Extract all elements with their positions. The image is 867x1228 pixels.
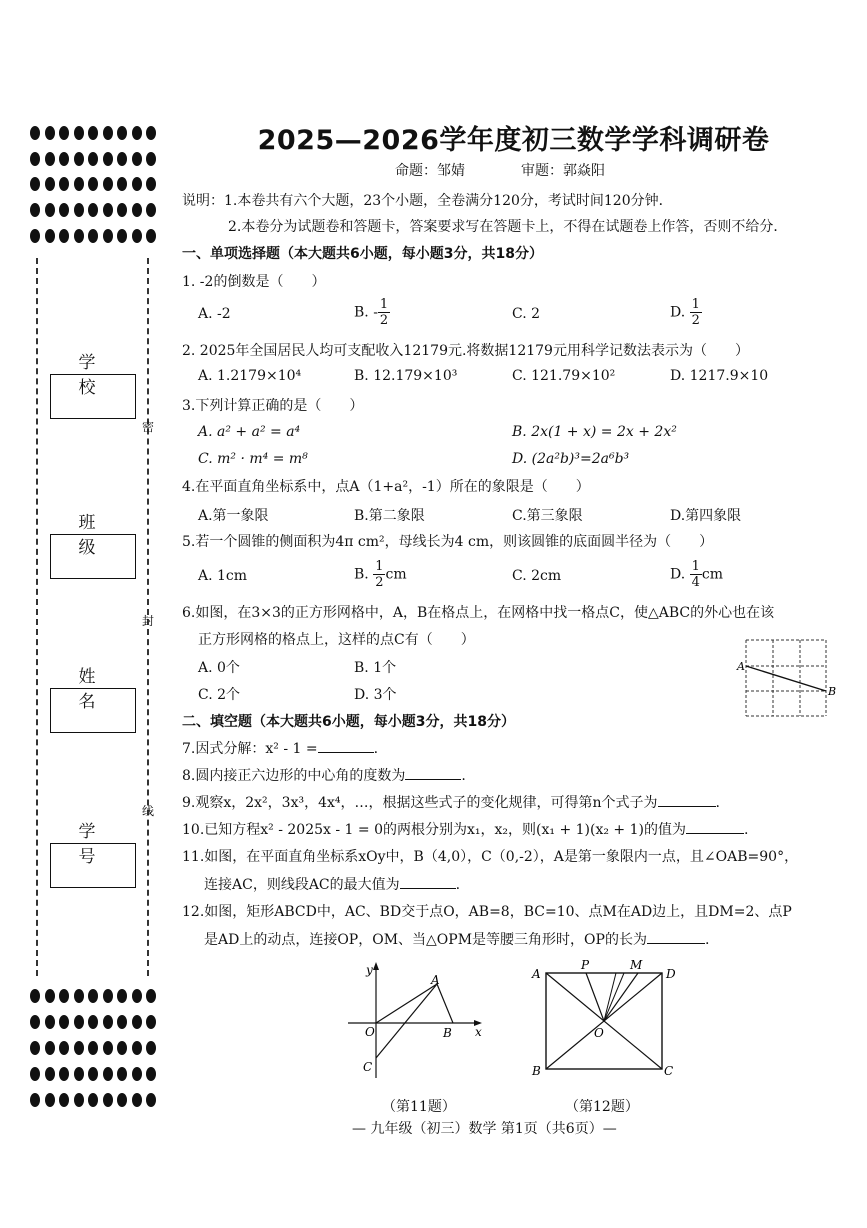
q8: 8.圆内接正六边形的中心角的度数为 . — [182, 768, 466, 784]
f11-a-label: A — [431, 973, 440, 987]
number-label: 学号 — [78, 822, 110, 867]
reviewer: 审题：郭焱阳 — [521, 163, 605, 179]
authors — [395, 160, 661, 180]
dot-row — [30, 229, 156, 245]
dot-row — [30, 1015, 156, 1031]
dot-row — [30, 203, 156, 219]
school-label: 学校 — [78, 353, 110, 398]
q6-grid-figure — [734, 632, 837, 724]
segment-ab — [746, 666, 826, 691]
q3-option-d: D. (2a²b)³=2a⁶b³ — [512, 451, 630, 467]
f11-b-label: B — [443, 1026, 452, 1040]
dot-row — [30, 152, 156, 168]
q11-line-1: 11.如图，在平面直角坐标系xOy中，B（4,0），C（0,-2），A是第一象限内一点，且∠OAB=90°， — [182, 849, 799, 865]
q7: 7.因式分解：x² - 1 = . — [182, 741, 379, 757]
instruction-2: 2.本卷分为试题卷和答题卡，答案要求写在答题卡上，不得在试题卷上作答，否则不给分． — [228, 219, 788, 235]
class-label: 班级 — [78, 513, 110, 558]
q6-option-b: B. 1个 — [354, 660, 397, 676]
f11-y-label: y — [366, 963, 373, 977]
f11-c-label: C — [363, 1060, 373, 1074]
q1-stem: 1. -2的倒数是（ ） — [182, 274, 326, 290]
q9: 9.观察x，2x²，3x³，4x⁴，…，根据这些式子的变化规律，可得第n个式子为 . — [182, 795, 720, 811]
q3-option-a: A. a² + a² = a⁴ — [198, 424, 301, 440]
q1-option-a: A. -2 — [198, 306, 231, 322]
q12-line-1: 12.如图，矩形ABCD中，AC、BD交于点O，AB=8，BC=10、点M在AD边上，且DM=2、点P — [182, 904, 792, 920]
q4-stem: 4.在平面直角坐标系中，点A（1+a²，-1）所在的象限是（ ） — [182, 479, 590, 495]
q5-option-c: C. 2cm — [512, 568, 562, 584]
q6-option-a: A. 0个 — [198, 660, 240, 676]
seal-xian: 线 — [142, 804, 155, 818]
point-a-label: A — [737, 660, 745, 673]
q3-stem: 3.下列计算正确的是（ ） — [182, 398, 364, 414]
f12-a-label: A — [532, 967, 541, 981]
q1-option-b: B. - $\frac{1}{2}$ — [354, 297, 389, 328]
q4-option-a: A.第一象限 — [198, 508, 269, 524]
section-2-header: 二、填空题（本大题共6小题，每小题3分，共18分） — [182, 714, 515, 730]
q3-option-c: C. m² · m⁴ = m⁸ — [198, 451, 308, 467]
f11-o-label: O — [365, 1025, 375, 1039]
q6-option-c: C. 2个 — [198, 687, 241, 703]
q1-option-c: C. 2 — [512, 306, 541, 322]
f12-p-label: P — [581, 958, 590, 972]
name-box[interactable] — [50, 688, 136, 733]
q2-option-d: D. 1217.9×10 — [670, 368, 769, 384]
f12-c-label: C — [664, 1064, 674, 1078]
dot-row — [30, 1093, 156, 1109]
q6-option-d: D. 3个 — [354, 687, 397, 703]
q11-line-2: 连接AC，则线段AC的最大值为 . — [204, 877, 461, 893]
f12-o-label: O — [594, 1026, 604, 1040]
section-1-header: 一、单项选择题（本大题共6小题，每小题3分，共18分） — [182, 246, 543, 262]
q2-option-c: C. 121.79×10² — [512, 368, 616, 384]
binding-line-left — [36, 258, 38, 976]
f12-m-label: M — [630, 958, 643, 972]
f11-x-label: x — [475, 1025, 482, 1039]
page-title: 2025—2026学年度初三数学学科调研卷 — [257, 125, 770, 156]
figure-11-caption: （第11题） — [382, 1099, 456, 1115]
f12-d-label: D — [666, 967, 676, 981]
dot-row — [30, 177, 156, 193]
q5-option-d: D. $\frac{1}{4}$ cm — [670, 559, 724, 590]
name-label: 姓名 — [78, 667, 110, 712]
q2-option-a: A. 1.2179×10⁴ — [198, 368, 302, 384]
figure-11 — [340, 958, 490, 1083]
page-footer: — 九年级（初三）数学 第1页（共6页）— — [352, 1121, 617, 1137]
q4-option-b: B.第二象限 — [354, 508, 425, 524]
q2-option-b: B. 12.179×10³ — [354, 368, 458, 384]
q2-stem: 2. 2025年全国居民人均可支配收入12179元.将数据12179元用科学记数法表示为（ ） — [182, 343, 749, 359]
seal-feng: 封 — [142, 614, 155, 628]
q10: 10.已知方程x² - 2025x - 1 = 0的两根分别为x₁，x₂，则(x₁ + 1)(x₂ + 1)的值为 . — [182, 822, 749, 838]
instruction-1: 说明：1.本卷共有六个大题，23个小题，全卷满分120分，考试时间120分钟． — [182, 193, 673, 209]
number-box[interactable] — [50, 843, 136, 888]
q6-stem-2: 正方形网格的格点上，这样的点C有（ ） — [198, 632, 475, 648]
f12-b-label: B — [532, 1064, 541, 1078]
proposer: 命题：邹婧 — [395, 163, 465, 179]
dot-row — [30, 1041, 156, 1057]
q4-option-d: D.第四象限 — [670, 508, 742, 524]
figure-12 — [528, 958, 678, 1083]
seal-mi: 密 — [142, 420, 155, 434]
class-box[interactable] — [50, 534, 136, 579]
dot-row — [30, 1067, 156, 1083]
q6-stem-1: 6.如图，在3×3的正方形网格中，A，B在格点上，在网格中找一格点C，使△ABC的外心也在该 — [182, 605, 775, 621]
q5-option-b: B. $\frac{1}{2}$ cm — [354, 559, 407, 590]
q3-option-b: B. 2x(1 + x) = 2x + 2x² — [512, 424, 677, 440]
figure-12-caption: （第12题） — [565, 1099, 639, 1115]
dot-row — [30, 126, 156, 142]
school-box[interactable] — [50, 374, 136, 419]
point-b-label: B — [828, 685, 837, 698]
q12-line-2: 是AD上的动点，连接OP，OM、当△OPM是等腰三角形时，OP的长为 . — [204, 932, 710, 948]
q1-option-d: D. $\frac{1}{2}$ — [670, 297, 700, 328]
dot-row — [30, 989, 156, 1005]
q5-option-a: A. 1cm — [198, 568, 248, 584]
q4-option-c: C.第三象限 — [512, 508, 583, 524]
q5-stem: 5.若一个圆锥的侧面积为4π cm²，母线长为4 cm，则该圆锥的底面圆半径为（ ） — [182, 534, 714, 550]
